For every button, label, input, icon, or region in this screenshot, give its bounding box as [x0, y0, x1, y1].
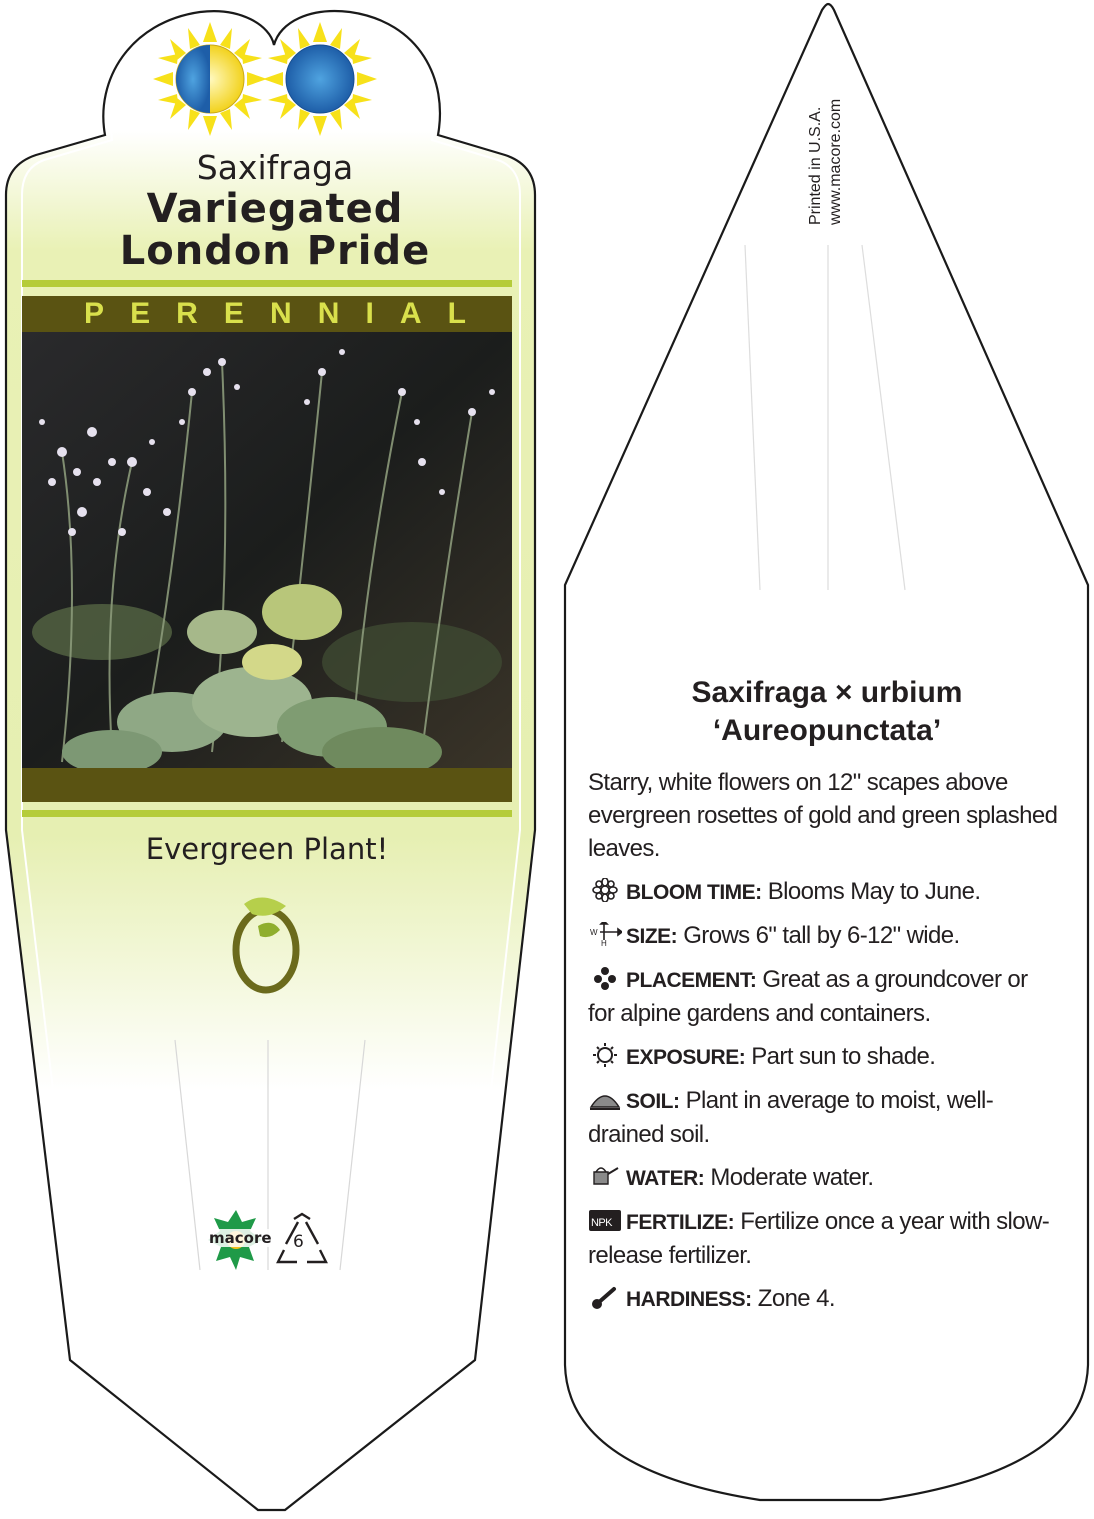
printed-website: www.macore.com — [827, 98, 844, 225]
watering-can-icon — [588, 1164, 622, 1188]
care-text: Plant in average to moist, well-drained soil. — [588, 1087, 994, 1148]
perennial-letter: L — [447, 297, 466, 330]
perennial-letter: E — [130, 297, 151, 330]
perennial-letter: I — [365, 297, 374, 330]
placement-plants-icon — [588, 966, 622, 990]
thermometer-icon — [588, 1285, 622, 1309]
size-arrows-icon — [588, 922, 622, 946]
botanical-name-line-1: Saxifraga × urbium — [691, 676, 963, 709]
care-label: BLOOM TIME: — [626, 881, 762, 904]
care-label: FERTILIZE: — [626, 1211, 735, 1234]
svg-text:W: W — [590, 928, 597, 937]
plant-description: Starry, white flowers on 12" scapes above evergreen rosettes of gold and green splashed leaves. — [588, 769, 1058, 862]
care-text: Part sun to shade. — [745, 1043, 936, 1070]
care-text: Fertilize once a year with slow-release fertilizer. — [588, 1208, 1050, 1269]
printed-location: Printed in U.S.A. — [807, 106, 824, 225]
perennial-letter: E — [223, 297, 244, 330]
perennial-letter: N — [269, 297, 292, 330]
care-text: Grows 6" tall by 6-12" wide. — [677, 922, 960, 949]
perennial-band — [22, 296, 512, 332]
npk-bag-icon — [588, 1208, 622, 1232]
common-name-line-1: Variegated — [146, 186, 404, 232]
macore-logo-text: macore — [209, 1229, 272, 1247]
care-soil — [588, 1084, 1058, 1151]
care-label: SOIL: — [626, 1090, 680, 1113]
care-label: HARDINESS: — [626, 1288, 752, 1311]
care-text: Moderate water. — [704, 1164, 874, 1191]
care-fertilize — [588, 1205, 1058, 1272]
care-info — [588, 766, 1058, 1326]
perennial-letter: N — [317, 297, 340, 330]
botanical-name-line-2: ‘Aureopunctata’ — [712, 714, 942, 747]
printed-info — [806, 99, 846, 225]
svg-text:NPK: NPK — [591, 1217, 612, 1229]
flower-icon — [588, 878, 622, 902]
plant-photo — [22, 332, 512, 768]
care-text: Blooms May to June. — [761, 878, 981, 905]
tagline: Evergreen Plant! — [145, 832, 389, 866]
common-name-line-2: London Pride — [119, 228, 431, 274]
perennial-letter: P — [84, 297, 105, 330]
perennial-letter: R — [176, 297, 198, 330]
care-label: SIZE: — [626, 925, 678, 948]
sun-shade-icon — [263, 22, 377, 136]
botanical-name — [560, 674, 1094, 750]
care-exposure — [588, 1040, 1058, 1074]
care-water — [588, 1161, 1058, 1195]
sun-exposure-icon — [588, 1043, 622, 1067]
accent-rule-bottom — [22, 810, 512, 817]
accent-rule-top — [22, 280, 512, 287]
care-label: EXPOSURE: — [626, 1046, 746, 1069]
plant-common-name — [30, 188, 520, 272]
care-label: WATER: — [626, 1167, 705, 1190]
soil-mound-icon — [588, 1087, 622, 1111]
care-text: Great as a groundcover or for alpine gardens and containers. — [588, 966, 1028, 1027]
care-bloom-time — [588, 875, 1058, 909]
care-placement — [588, 963, 1058, 1030]
perennial-letter: A — [399, 297, 422, 330]
care-size — [588, 919, 1058, 953]
care-label: PLACEMENT: — [626, 969, 757, 992]
sun-part-shade-icon — [153, 22, 267, 136]
plant-genus: Saxifraga — [196, 148, 354, 187]
care-hardiness — [588, 1282, 1058, 1316]
recycle-number: 6 — [293, 1232, 304, 1252]
svg-text:H: H — [601, 939, 607, 946]
care-text: Zone 4. — [751, 1285, 835, 1312]
photo-bottom-band — [22, 768, 512, 802]
